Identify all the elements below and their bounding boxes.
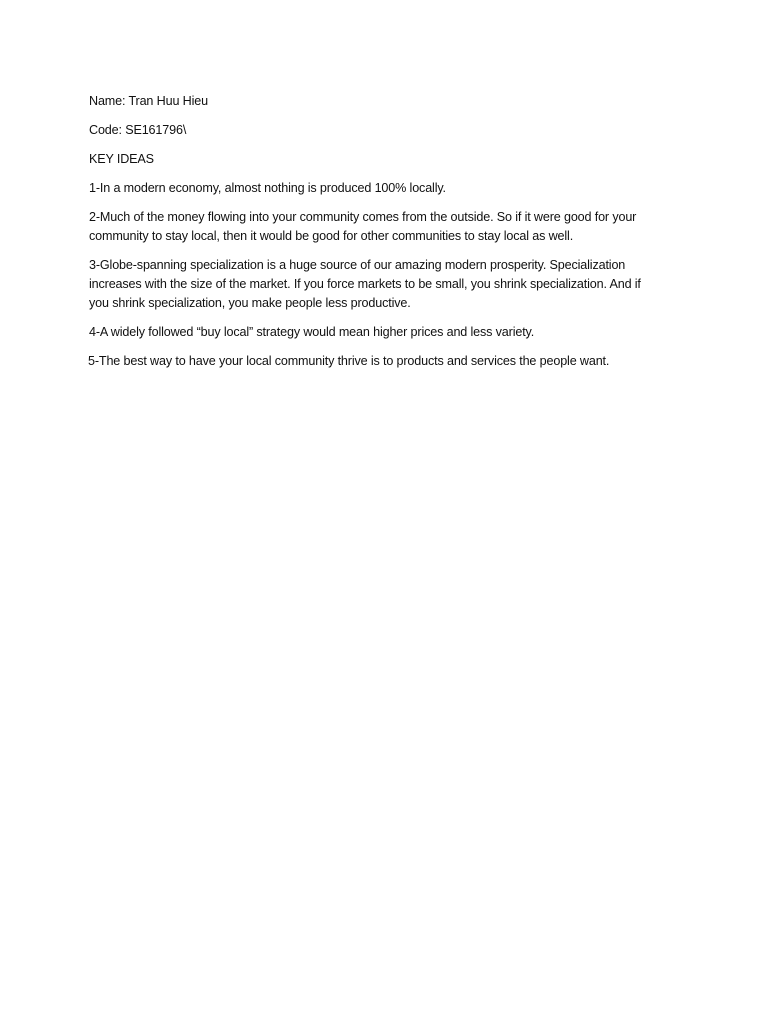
- key-idea-2: 2-Much of the money flowing into your community comes from the outside. So if it were good for your community to stay local, then it would be good for other communities to stay local as well.: [89, 210, 637, 243]
- key-idea-4: 4-A widely followed “buy local” strategy would mean higher prices and less variety.: [89, 325, 535, 339]
- student-name: Name: Tran Huu Hieu: [89, 94, 208, 108]
- key-idea-5: 5-The best way to have your local community thrive is to products and services the people want.: [88, 354, 610, 368]
- student-code: Code: SE161796\: [89, 123, 187, 137]
- section-heading: KEY IDEAS: [89, 152, 154, 166]
- key-idea-3: 3-Globe-spanning specialization is a huge source of our amazing modern prosperity. Specialization increases with the size of the market. If you force markets to be small, you shrink specialization. And if you shrink specialization, you make people less productive.: [89, 258, 641, 310]
- key-idea-1: 1-In a modern economy, almost nothing is produced 100% locally.: [89, 181, 446, 195]
- document-body: [89, 92, 649, 381]
